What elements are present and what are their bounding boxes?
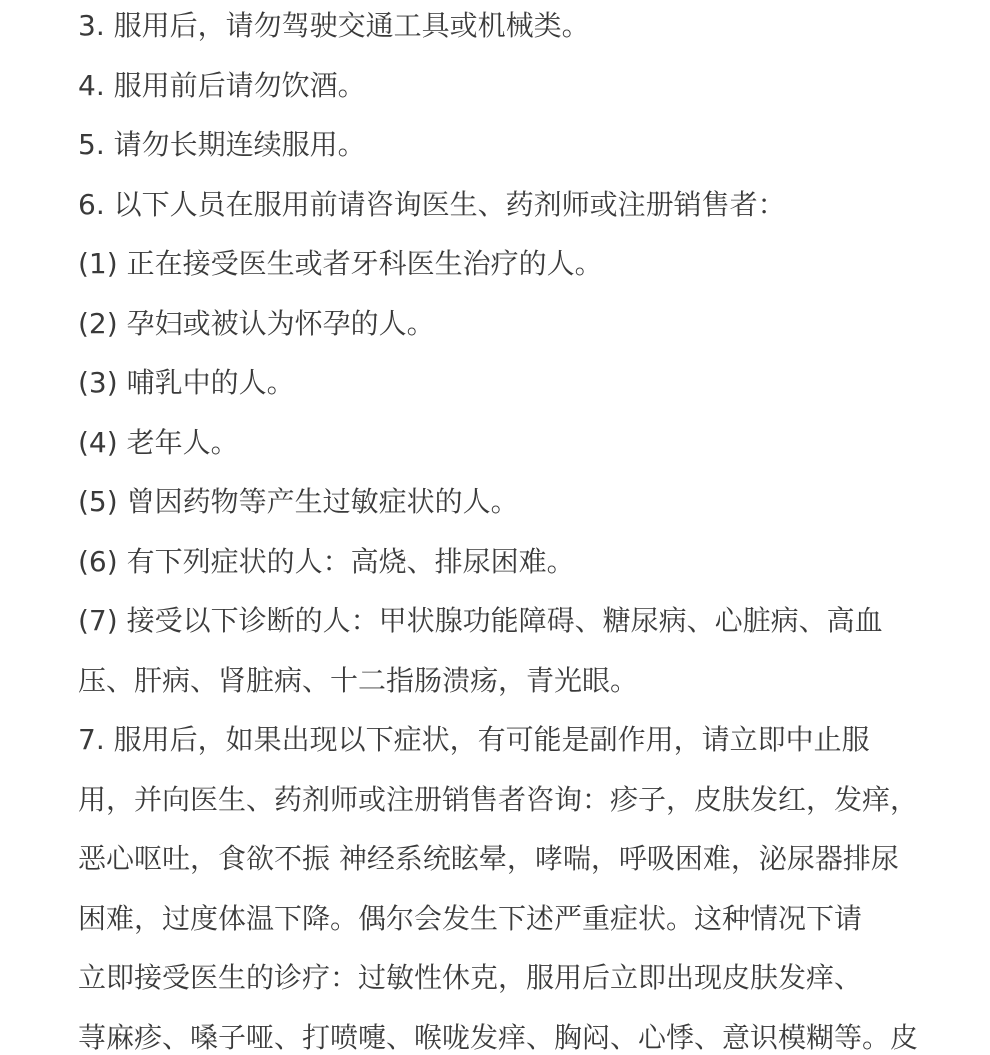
text-line: (1) 正在接受医生或者牙科医生治疗的人。 xyxy=(78,247,603,280)
text-line: 恶心呕吐，食欲不振 神经系统眩晕，哮喘，呼吸困难，泌尿器排尿 xyxy=(78,842,899,875)
text-line: 7. 服用后，如果出现以下症状，有可能是副作用，请立即中止服 xyxy=(78,723,870,756)
text-line: 困难，过度体温下降。偶尔会发生下述严重症状。这种情况下请 xyxy=(78,901,863,935)
text-line: (6) 有下列症状的人：高烧、排尿困难。 xyxy=(78,544,575,578)
text-line: (2) 孕妇或被认为怀孕的人。 xyxy=(78,306,435,340)
text-line: (3) 哺乳中的人。 xyxy=(78,366,295,399)
precautions-text xyxy=(78,0,938,1055)
text-line: 荨麻疹、嗓子哑、打喷嚏、喉咙发痒、胸闷、心悸、意识模糊等。皮 xyxy=(78,1020,919,1054)
text-line: (5) 曾因药物等产生过敏症状的人。 xyxy=(78,485,519,518)
text-line: 立即接受医生的诊疗：过敏性休克，服用后立即出现皮肤发痒、 xyxy=(78,961,863,994)
text-line: 5. 请勿长期连续服用。 xyxy=(78,128,366,161)
text-line: 6. 以下人员在服用前请咨询医生、药剂师或注册销售者： xyxy=(78,187,786,221)
text-line: 4. 服用前后请勿饮酒。 xyxy=(78,68,366,102)
text-line: 用，并向医生、药剂师或注册销售者咨询：疹子，皮肤发红，发痒， xyxy=(78,782,919,816)
text-line: (7) 接受以下诊断的人：甲状腺功能障碍、糖尿病、心脏病、高血 xyxy=(78,604,883,637)
text-line: (4) 老年人。 xyxy=(78,425,239,459)
text-line: 3. 服用后，请勿驾驶交通工具或机械类。 xyxy=(78,9,590,42)
text-line: 压、肝病、肾脏病、十二指肠溃疡，青光眼。 xyxy=(78,663,639,697)
